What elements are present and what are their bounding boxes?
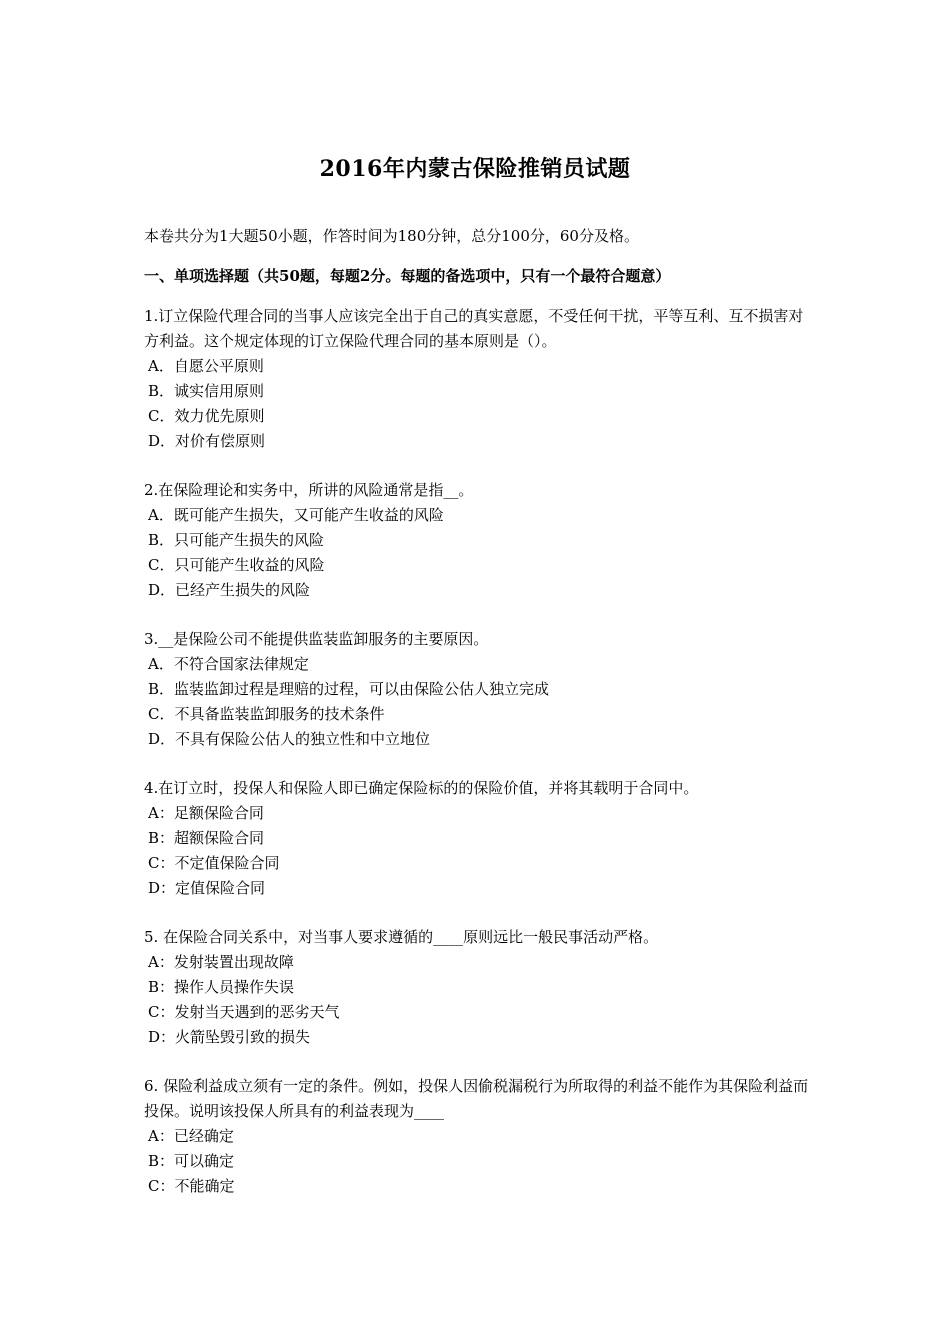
option-d: D．对价有偿原则 [148, 432, 266, 450]
option-a: A．自愿公平原则 [148, 357, 264, 375]
question-2 [144, 478, 814, 603]
option-a: A：发射装置出现故障 [148, 953, 294, 971]
option-a: A：已经确定 [148, 1127, 234, 1145]
question-3 [144, 627, 814, 752]
option-a: A．既可能产生损失，又可能产生收益的风险 [148, 506, 444, 524]
exam-intro: 本卷共分为1大题50小题，作答时间为180分钟，总分100分，60分及格。 [144, 227, 639, 245]
question-1 [144, 304, 814, 454]
option-b: B：超额保险合同 [148, 829, 265, 847]
section-heading: 一、单项选择题（共50题，每题2分。每题的备选项中，只有一个最符合题意） [144, 267, 671, 285]
question-4 [144, 776, 814, 901]
option-b: B．只可能产生损失的风险 [148, 531, 325, 549]
question-stem: 5. 在保险合同关系中，对当事人要求遵循的____原则远比一般民事活动严格。 [144, 928, 659, 946]
question-stem: 4.在订立时，投保人和保险人即已确定保险标的的保险价值，并将其载明于合同中。 [144, 779, 699, 797]
question-stem: 1.订立保险代理合同的当事人应该完全出于自己的真实意愿，不受任何干扰，平等互利、互不损害对方利益。这个规定体现的订立保险代理合同的基本原则是（）。 [144, 307, 804, 350]
option-c: C．只可能产生收益的风险 [148, 556, 325, 574]
question-stem: 2.在保险理论和实务中，所讲的风险通常是指__。 [144, 481, 474, 499]
option-c: C．不具备监装监卸服务的技术条件 [148, 705, 385, 723]
option-a: A：足额保险合同 [148, 804, 264, 822]
question-6 [144, 1074, 814, 1199]
option-a: A．不符合国家法律规定 [148, 655, 309, 673]
option-d: D：定值保险合同 [148, 879, 266, 897]
question-stem: 6. 保险利益成立须有一定的条件。例如，投保人因偷税漏税行为所取得的利益不能作为其保险利益而投保。说明该投保人所具有的利益表现为____ [144, 1077, 809, 1120]
option-b: B．诚实信用原则 [148, 382, 265, 400]
page-title: 2016年内蒙古保险推销员试题 [319, 156, 631, 182]
document-body [144, 224, 814, 1223]
question-stem: 3.__是保险公司不能提供监装监卸服务的主要原因。 [144, 630, 489, 648]
option-c: C：不能确定 [148, 1177, 235, 1195]
option-b: B：操作人员操作失误 [148, 978, 295, 996]
question-5 [144, 925, 814, 1050]
option-d: D．不具有保险公估人的独立性和中立地位 [148, 730, 431, 748]
option-b: B：可以确定 [148, 1152, 235, 1170]
option-c: C：发射当天遇到的恶劣天气 [148, 1003, 340, 1021]
option-c: C．效力优先原则 [148, 407, 265, 425]
option-d: D．已经产生损失的风险 [148, 581, 311, 599]
option-b: B．监装监卸过程是理赔的过程，可以由保险公估人独立完成 [148, 680, 550, 698]
option-d: D：火箭坠毁引致的损失 [148, 1028, 311, 1046]
option-c: C：不定值保险合同 [148, 854, 280, 872]
